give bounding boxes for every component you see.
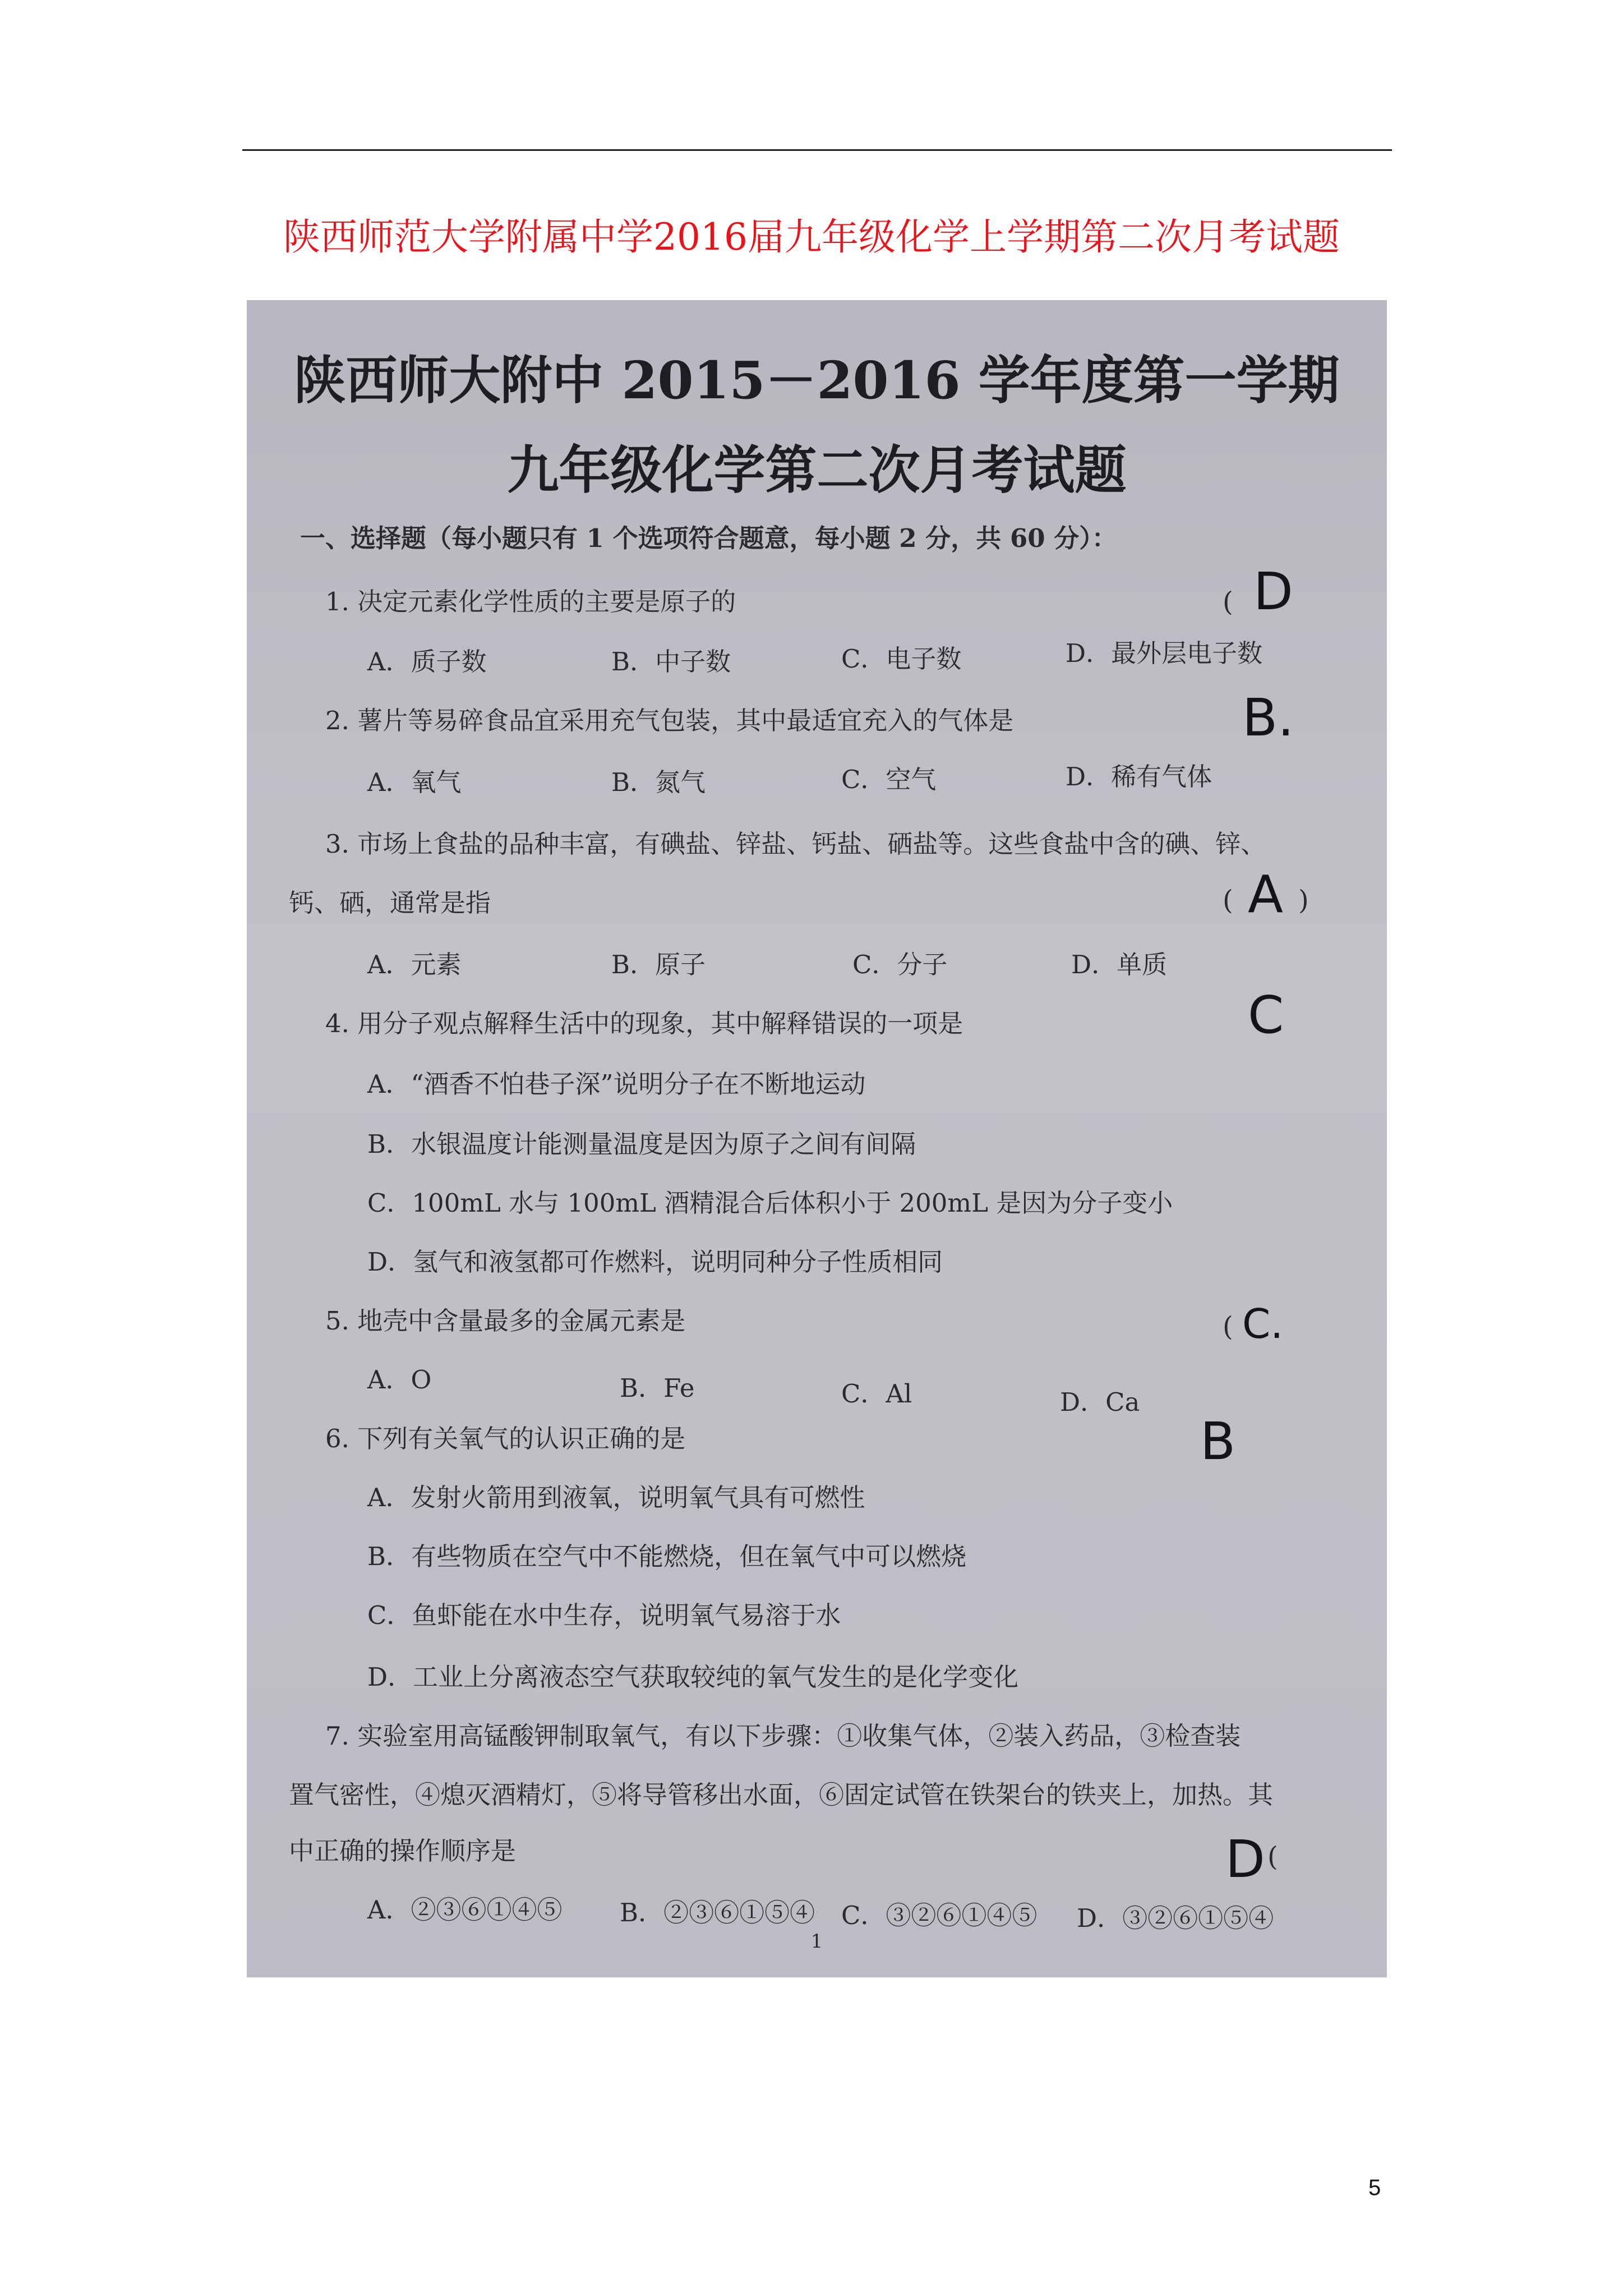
question-3-stem-cont: 钙、硒，通常是指 xyxy=(289,888,491,918)
exam-title-line1: 陕西师大附中 2015－2016 学年度第一学期 xyxy=(294,350,1340,411)
answer-paren-close: ) xyxy=(1298,885,1309,916)
handwritten-answer-6: B xyxy=(1200,1411,1236,1471)
question-1-option-c: C．电子数 xyxy=(841,644,962,674)
question-4-option-d: D．氢气和液氢都可作燃料，说明同种分子性质相同 xyxy=(367,1247,943,1277)
page-number: 5 xyxy=(1368,2175,1381,2200)
question-3-option-c: C．分子 xyxy=(852,950,948,979)
question-6-stem: 6. 下列有关氧气的认识正确的是 xyxy=(325,1424,686,1453)
answer-paren-open: ( xyxy=(1267,1841,1278,1872)
question-6-option-c: C．鱼虾能在水中生存，说明氧气易溶于水 xyxy=(367,1600,841,1630)
question-7-option-d: D．③②⑥①⑤④ xyxy=(1077,1903,1274,1933)
question-2-option-b: B．氮气 xyxy=(611,767,706,797)
question-4-stem: 4. 用分子观点解释生活中的现象，其中解释错误的一项是 xyxy=(325,1009,963,1038)
question-3-option-b: B．原子 xyxy=(611,950,706,979)
handwritten-answer-5: C. xyxy=(1242,1300,1284,1347)
question-2-option-c: C．空气 xyxy=(841,765,937,794)
question-7-option-c: C．③②⑥①④⑤ xyxy=(841,1901,1038,1930)
question-5-option-c: C．Al xyxy=(841,1379,912,1409)
handwritten-answer-2: B. xyxy=(1242,688,1294,748)
question-2-option-a: A．氧气 xyxy=(367,767,462,797)
answer-paren-open: ( xyxy=(1223,885,1233,916)
handwritten-answer-3: A xyxy=(1248,864,1283,924)
question-5-stem: 5. 地壳中含量最多的金属元素是 xyxy=(325,1306,686,1336)
question-5-option-a: A．O xyxy=(367,1365,432,1395)
header-rule xyxy=(242,149,1392,151)
question-7-option-b: B．②③⑥①⑤④ xyxy=(620,1898,815,1927)
question-7-stem-cont: 置气密性，④熄灭酒精灯，⑤将导管移出水面，⑥固定试管在铁架台的铁夹上，加热。其 xyxy=(289,1780,1274,1810)
question-5-option-b: B．Fe xyxy=(620,1373,695,1403)
question-3-option-d: D．单质 xyxy=(1071,950,1168,979)
question-7-stem: 7. 实验室用高锰酸钾制取氧气，有以下步骤：①收集气体，②装入药品，③检查装 xyxy=(325,1721,1241,1751)
photo-page-number: 1 xyxy=(810,1930,823,1953)
question-5-option-d: D．Ca xyxy=(1060,1387,1140,1417)
question-4-option-c: C．100mL 水与 100mL 酒精混合后体积小于 200mL 是因为分子变小 xyxy=(367,1188,1173,1218)
question-6-option-d: D．工业上分离液态空气获取较纯的氧气发生的是化学变化 xyxy=(367,1662,1019,1692)
document-title: 陕西师范大学附属中学2016届九年级化学上学期第二次月考试题 xyxy=(283,215,1340,259)
question-3-stem: 3. 市场上食盐的品种丰富，有碘盐、锌盐、钙盐、硒盐等。这些食盐中含的碘、锌、 xyxy=(325,829,1266,859)
exam-title-line2: 九年级化学第二次月考试题 xyxy=(507,440,1127,500)
section-header: 一、选择题（每小题只有 1 个选项符合题意，每小题 2 分，共 60 分）： xyxy=(300,523,1117,553)
question-7-stem-cont2: 中正确的操作顺序是 xyxy=(289,1836,517,1866)
question-1-option-a: A．质子数 xyxy=(367,647,487,677)
exam-photo xyxy=(247,300,1387,1977)
question-7-option-a: A．②③⑥①④⑤ xyxy=(367,1895,562,1925)
handwritten-answer-4: C xyxy=(1248,985,1284,1045)
question-4-option-a: A．“酒香不怕巷子深”说明分子在不断地运动 xyxy=(367,1069,866,1099)
question-6-option-a: A．发射火箭用到液氧，说明氧气具有可燃性 xyxy=(367,1483,865,1512)
question-3-option-a: A．元素 xyxy=(367,950,462,979)
answer-paren-open: ( xyxy=(1223,586,1233,618)
handwritten-answer-7: D xyxy=(1225,1829,1265,1889)
question-2-stem: 2. 薯片等易碎食品宜采用充气包装，其中最适宜充入的气体是 xyxy=(325,706,1014,735)
question-2-option-d: D．稀有气体 xyxy=(1066,762,1212,792)
question-1-option-b: B．中子数 xyxy=(611,647,731,677)
question-4-option-b: B．水银温度计能测量温度是因为原子之间有间隔 xyxy=(367,1129,916,1159)
question-1-option-d: D．最外层电子数 xyxy=(1066,638,1263,668)
handwritten-answer-1: D xyxy=(1253,562,1293,622)
question-6-option-b: B．有些物质在空气中不能燃烧，但在氧气中可以燃烧 xyxy=(367,1542,967,1571)
question-1-stem: 1. 决定元素化学性质的主要是原子的 xyxy=(325,587,736,616)
answer-paren-open: ( xyxy=(1223,1311,1233,1342)
